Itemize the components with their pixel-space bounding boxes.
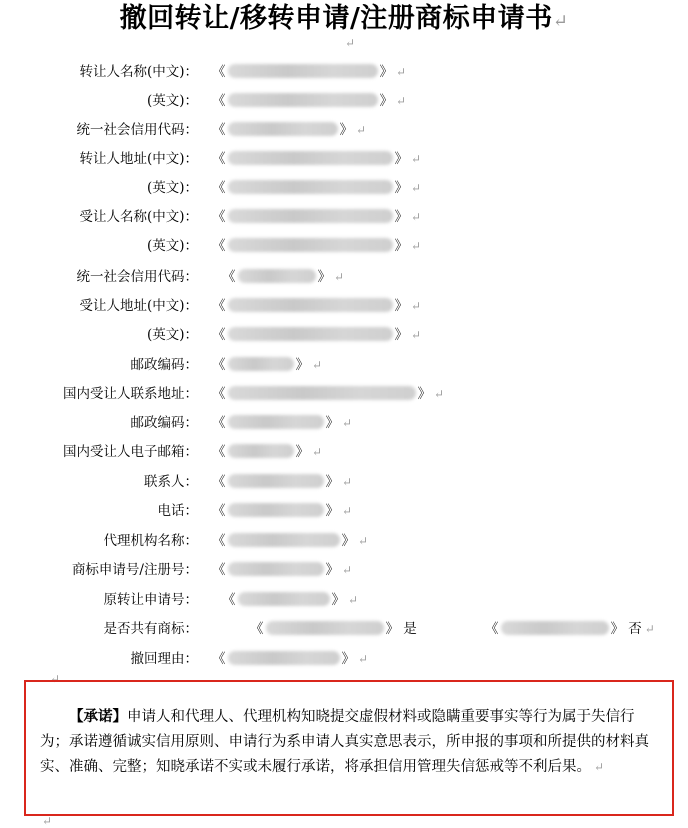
field-row-original-transfer-number <box>0 588 688 612</box>
field-value: 《 》 ↵ <box>212 93 407 109</box>
field-value: 《 》 ↵ <box>212 562 353 578</box>
page-title <box>0 2 688 39</box>
field-row-withdrawal-reason <box>0 647 688 671</box>
field-value: 《 》 ↵ <box>212 474 353 490</box>
field-value: 《 》 ↵ <box>212 298 422 314</box>
field-row-transferee-credit-code <box>0 265 688 289</box>
paragraph-mark: ↵ <box>42 814 53 828</box>
paragraph-mark: ↵ <box>345 36 356 50</box>
field-label: 转让人地址(中文)： <box>79 151 198 167</box>
redacted-value <box>228 533 340 547</box>
field-value: 《 》 ↵ <box>212 180 422 196</box>
field-label: (英文)： <box>146 238 198 254</box>
redacted-value <box>228 415 324 429</box>
redacted-value <box>228 357 294 371</box>
yes-label: 是 <box>403 621 417 637</box>
redacted-value <box>266 621 384 635</box>
field-label: 统一社会信用代码： <box>76 269 198 285</box>
field-row-transferor-name-cn <box>0 60 688 84</box>
field-value: 《 》 ↵ <box>212 651 369 667</box>
field-row-domestic-contact-address <box>0 382 688 406</box>
redacted-value <box>228 209 393 223</box>
field-value: 《 》 ↵ <box>212 533 369 549</box>
field-value: 《 》 ↵ <box>212 357 323 373</box>
redacted-value <box>238 269 316 283</box>
field-row-transferee-address-cn <box>0 294 688 318</box>
redacted-value <box>228 503 324 517</box>
page-title-text: 撤回转让/移转申请/注册商标申请书 <box>119 3 553 34</box>
field-label: 代理机构名称： <box>103 533 198 549</box>
field-label: 国内受让人电子邮箱： <box>63 444 198 460</box>
redacted-value <box>228 180 393 194</box>
redacted-value <box>228 651 340 665</box>
field-label: 是否共有商标： <box>103 621 198 637</box>
field-label: 联系人： <box>144 474 198 490</box>
field-value: 《 》 ↵ <box>212 503 353 519</box>
field-label: 邮政编码： <box>130 357 198 373</box>
redacted-value <box>228 298 393 312</box>
field-row-trademark-number <box>0 558 688 582</box>
field-row-transferor-address-en <box>0 176 688 200</box>
field-value: 《 》 ↵ <box>212 64 407 80</box>
field-value: 《 》 ↵ <box>212 386 445 402</box>
redacted-value <box>228 327 393 341</box>
field-value-yes: 《 》 是 <box>250 621 417 637</box>
commitment-body: 申请人和代理人、代理机构知晓提交虚假材料或隐瞒重要事实等行为属于失信行为；承诺遵循诚实信用原则、申请行为系申请人真实意思表示，所申报的事项和所提供的材料真实、准确、完整；知晓承诺不实或未履行承诺，将承担信用管理失信惩戒等不利后果。 <box>40 709 649 775</box>
field-label: 商标申请号/注册号： <box>71 562 198 578</box>
field-value: 《 》 ↵ <box>212 415 353 431</box>
field-row-transferee-name-en <box>0 234 688 258</box>
field-value: 《 》 ↵ <box>212 122 367 138</box>
commitment-text: 【承诺】申请人和代理人、代理机构知晓提交虚假材料或隐瞒重要事实等行为属于失信行为；承诺遵循诚实信用原则、申请行为系申请人真实意思表示，所申报的事项和所提供的材料真实、准确、完整；知晓承诺不实或未履行承诺，将承担信用管理失信惩戒等不利后果。 ↵ <box>40 708 649 775</box>
field-row-phone <box>0 499 688 523</box>
field-row-transferee-address-en <box>0 323 688 347</box>
field-label: 邮政编码： <box>130 415 198 431</box>
field-row-postcode-2 <box>0 411 688 435</box>
field-value: 《 》 ↵ <box>212 327 422 343</box>
field-value: 《 》 ↵ <box>212 238 422 254</box>
field-label: 转让人名称(中文)： <box>79 64 198 80</box>
field-row-postcode <box>0 353 688 377</box>
field-label: 统一社会信用代码： <box>76 122 198 138</box>
field-value: 《 》 ↵ <box>212 151 422 167</box>
field-row-transferor-name-en <box>0 89 688 113</box>
field-label: 原转让申请号： <box>103 592 198 608</box>
field-row-domestic-email <box>0 440 688 464</box>
field-value-no: 《 》 否 ↵ <box>485 621 655 637</box>
field-label: (英文)： <box>146 93 198 109</box>
field-label: 国内受让人联系地址： <box>63 386 198 402</box>
no-label: 否 <box>628 621 642 637</box>
field-label: (英文)： <box>146 180 198 196</box>
field-row-transferee-name-cn <box>0 205 688 229</box>
redacted-value <box>228 93 378 107</box>
field-value: 《 》 ↵ <box>212 209 422 225</box>
field-label: 受让人名称(中文)： <box>79 209 198 225</box>
redacted-value <box>238 592 330 606</box>
field-row-transferor-credit-code <box>0 118 688 142</box>
paragraph-mark: ↵ <box>552 11 569 32</box>
field-value: 《 》 ↵ <box>222 592 359 608</box>
paragraph-mark: ↵ <box>50 672 61 686</box>
field-label: 撤回理由： <box>130 651 198 667</box>
field-label: 电话： <box>157 503 198 519</box>
redacted-value <box>228 474 324 488</box>
field-row-contact-person <box>0 470 688 494</box>
field-label: (英文)： <box>146 327 198 343</box>
redacted-value <box>228 386 416 400</box>
field-row-agency-name <box>0 529 688 553</box>
redacted-value <box>228 562 324 576</box>
field-label: 受让人地址(中文)： <box>79 298 198 314</box>
redacted-value <box>228 122 338 136</box>
field-value: 《 》 ↵ <box>222 269 345 285</box>
field-value: 《 》 ↵ <box>212 444 323 460</box>
redacted-value <box>228 444 294 458</box>
redacted-value <box>228 151 393 165</box>
redacted-value <box>501 621 609 635</box>
field-row-shared-trademark <box>0 617 688 641</box>
commitment-heading: 【承诺】 <box>69 708 127 725</box>
redacted-value <box>228 64 378 78</box>
redacted-value <box>228 238 393 252</box>
field-row-transferor-address-cn <box>0 147 688 171</box>
